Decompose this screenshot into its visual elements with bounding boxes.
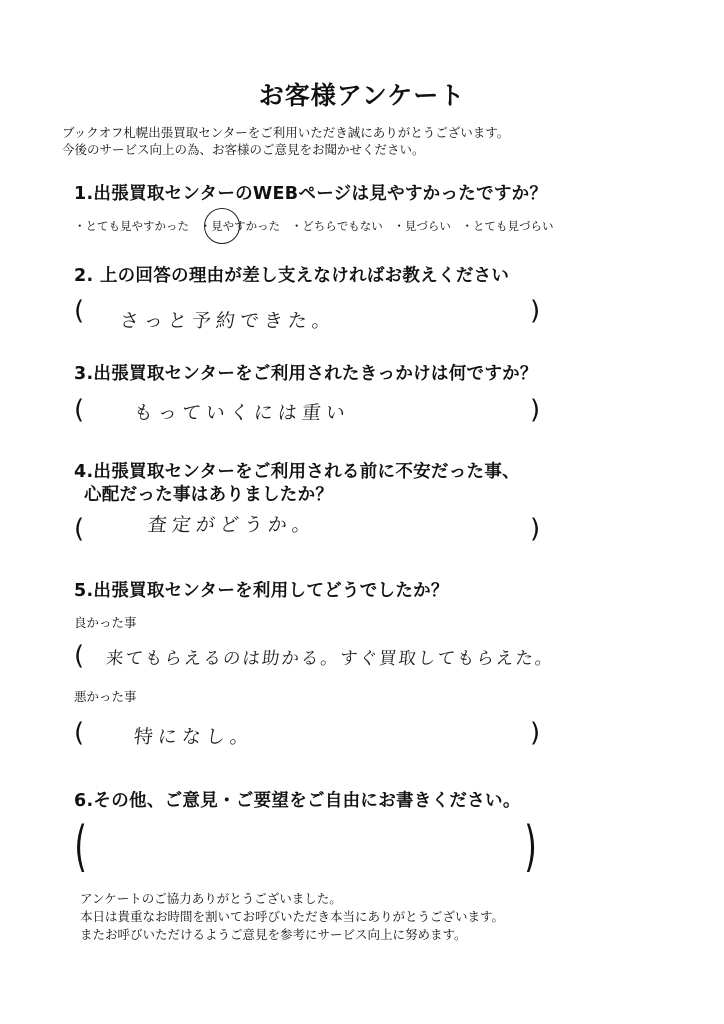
q2-handwritten-answer[interactable]: さっと予約できた。 <box>118 310 338 332</box>
q5-good-open-paren: ( <box>74 641 85 671</box>
q5-bad-handwritten-answer[interactable]: 特になし。 <box>132 726 256 748</box>
q6-open-paren: ( <box>74 815 87 878</box>
intro-line-2: 今後のサービス向上の為、お客様のご意見をお聞かせください。 <box>62 142 425 157</box>
q4-open-paren: ( <box>74 514 85 544</box>
q4-handwritten-answer[interactable]: 査定がどうか。 <box>146 514 318 536</box>
question-6: 6.その他、ご意見・ご要望をご自由にお書きください。 <box>74 791 521 811</box>
selected-answer-circle <box>204 208 240 244</box>
question-5: 5.出張買取センターを利用してどうでしたか？ <box>74 581 449 601</box>
q5-bad-open-paren: ( <box>74 718 85 748</box>
q5-bad-close-paren: ) <box>530 718 541 748</box>
q5-good-label: 良かった事 <box>74 615 137 630</box>
q2-open-paren: ( <box>74 296 85 326</box>
q1-options <box>74 218 561 234</box>
q1-option-very-easy[interactable]: ・とても見やすかった <box>74 219 189 233</box>
q1-option-neutral[interactable]: ・どちらでもない <box>290 219 383 233</box>
q6-close-paren: ) <box>524 815 537 878</box>
question-4-line-1: 4.出張買取センターをご利用される前に不安だった事、 <box>74 462 520 482</box>
q1-option-very-hard[interactable]: ・とても見づらい <box>461 219 554 233</box>
survey-title: お客様アンケート <box>258 81 466 110</box>
q1-option-easy[interactable]: ・見やすかった <box>199 219 281 233</box>
footer-line-3: またお呼びいただけるようご意見を参考にサービス向上に努めます。 <box>80 927 467 942</box>
q4-close-paren: ) <box>530 514 541 544</box>
question-3: 3.出張買取センターをご利用されたきっかけは何ですか？ <box>74 364 538 384</box>
q1-option-hard[interactable]: ・見づらい <box>393 219 451 233</box>
footer-line-1: アンケートのご協力ありがとうございました。 <box>80 891 342 906</box>
intro-line-1: ブックオフ札幌出張買取センターをご利用いただき誠にありがとうございます。 <box>62 125 510 140</box>
question-1: 1.出張買取センターのWEBページは見やすかったですか？ <box>74 184 548 204</box>
question-2: 2. 上の回答の理由が差し支えなければお教えください <box>74 266 510 286</box>
q3-open-paren: ( <box>74 395 85 425</box>
q2-close-paren: ) <box>530 296 541 326</box>
q3-close-paren: ) <box>530 395 541 425</box>
footer-line-2: 本日は貴重なお時間を割いてお呼びいただき本当にありがとうございます。 <box>80 909 505 924</box>
q3-handwritten-answer[interactable]: もっていくには重い <box>132 402 352 424</box>
q5-good-handwritten-answer[interactable]: 来てもらえるのは助かる。すぐ買取してもらえた。 <box>104 649 556 669</box>
q5-bad-label: 悪かった事 <box>74 689 137 704</box>
question-4-line-2: 心配だった事はありましたか？ <box>84 485 334 505</box>
